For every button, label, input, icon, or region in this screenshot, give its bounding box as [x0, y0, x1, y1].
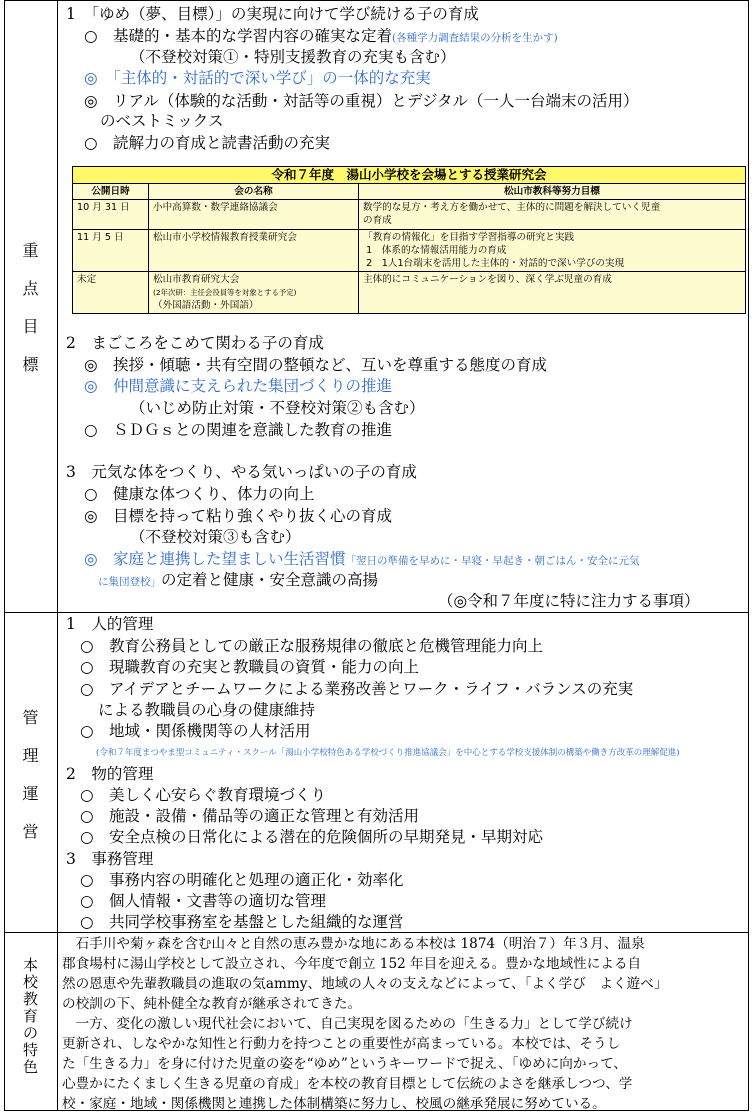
- mgmt-2b: ○ 施設・設備・備品等の適正な管理と有効活用: [80, 807, 420, 825]
- features-line: 然の恩恵や先輩教職員の進取の気ammy、地域の人々の支えなどによって、「よく学び よく遊べ」: [62, 976, 668, 992]
- goal-1c: ◎ リアル（体験的な活動・対話等の重視）とデジタル（一人一台端末の活用）: [84, 92, 639, 110]
- goal-1a-note: (各種学力調査結果の分析を生かす): [392, 32, 558, 44]
- mgmt-1c-cont: による教職員の心身の健康維持: [98, 701, 316, 719]
- mgmt-1-title: 1 人的管理: [66, 615, 154, 633]
- table-row: 10 月 31 日 小中高算数・数学連絡協議会 数学的な見方・考え方を働かせて、主体的に問題を解決していく児童 の育成: [73, 200, 746, 230]
- goal-2a: ◎ 挨拶・傾聴・共有空間の整頓など、互いを尊重する態度の育成: [84, 356, 548, 374]
- features-line: の校訓の下、純朴健全な教育が継承されてきた。: [62, 996, 362, 1012]
- mgmt-1a: ○ 教育公務員としての厳正な服務規律の徹底と危機管理能力向上: [80, 637, 544, 655]
- mgmt-1b: ○ 現職教育の充実と教職員の資質・能力の向上: [80, 658, 420, 676]
- section-divider-management: [4, 612, 749, 613]
- goal-3b: ◎ 目標を持って粘り強くやり抜く心の育成: [84, 507, 393, 525]
- mgmt-2a: ○ 美しく心安らぐ教育環境づくり: [80, 786, 327, 804]
- goal-3c: ◎ 家庭と連携した望ましい生活習慣「翌日の準備を早めに・早寝・早起き・朝ごはん・安全に元気: [84, 550, 640, 568]
- goal-2c: ○ ＳＤＧｓとの関連を意識した教育の推進: [84, 421, 393, 439]
- goal-3a: ○ 健康な体つくり、体力の向上: [84, 485, 315, 503]
- table-header-date: 公開日時: [73, 184, 149, 200]
- mgmt-3a: ○ 事務内容の明確化と処理の適正化・効率化: [80, 871, 404, 889]
- goal-2b-sub: （いじめ防止対策・不登校対策②も含む）: [130, 399, 425, 417]
- mgmt-3b: ○ 個人情報・文書等の適切な管理: [80, 892, 327, 910]
- goal-3b-sub: （不登校対策③も含む）: [130, 528, 301, 546]
- goal-2b: ◎ 仲間意識に支えられた集団づくりの推進: [84, 377, 393, 395]
- research-meeting-table: [72, 166, 746, 314]
- mgmt-2c: ○ 安全点検の日常化による潜在的危険個所の早期発見・早期対応: [80, 828, 544, 846]
- table-title: 令和７年度 湯山小学校を会場とする授業研究会: [73, 167, 746, 184]
- label-tokushoku: 本 校 教 育 の 特 色: [22, 956, 38, 1076]
- goal-1a-sub: （不登校対策①・特別支援教育の充実も含む）: [130, 48, 456, 66]
- goal-3-title: 3 元気な体をつくり、やる気いっぱいの子の育成: [66, 463, 417, 481]
- table-row: 11 月 5 日 松山市小学校情報教育授業研究会 「教育の情報化」を目指す学習指導の研究と実践 1 体系的な情報活用能力の育成 2 1人1台端末を活用した主体的・対話的で深い学びの実現: [73, 230, 746, 272]
- features-line: 心豊かにたくましく生きる児童の育成」を本校の教育目標として伝統のよさを継承しつつ、学: [62, 1076, 633, 1092]
- features-line: 郡食場村に湯山学校として設立され、今年度で創立 152 年目を迎える。豊かな地域性による自: [62, 956, 642, 972]
- goal-3c-cont: に集団登校」の定着と健康・安全意識の高揚: [98, 571, 379, 589]
- features-line: 更新され、しなやかな知性と行動力を持つことの重要性が高まっている。本校では、そうし: [62, 1036, 621, 1052]
- features-line: 一方、変化の激しい現代社会において、自己実現を図るための「生きる力」として学び続け: [62, 1016, 633, 1032]
- goal-2-title: 2 まごころをこめて関わる子の育成: [66, 334, 324, 352]
- table-row: 未定 松山市教育研究大会 (2年次研：主任会役員等を対象とする予定) （外国語活動・外国語） 主体的にコミュニケーションを図り、深く学ぶ児童の育成: [73, 272, 746, 314]
- mgmt-3-title: 3 事務管理: [66, 850, 154, 868]
- label-juten-mokuhyo: 重 点 目 標: [22, 241, 39, 374]
- mgmt-1c: ○ アイデアとチームワークによる業務改善とワーク・ライフ・バランスの充実: [80, 680, 634, 698]
- table-header-name: 会の名称: [149, 184, 359, 200]
- goals-footnote: （◎令和７年度に特に注力する事項）: [438, 592, 700, 610]
- mgmt-1-note: (令和７年度まつやま型コミュニティ・スクール「湯山小学校特色ある学校づくり推進協議会」を中心とする学校支援体制の構築や働き方改革の理解促進): [96, 748, 680, 758]
- mgmt-2-title: 2 物的管理: [66, 765, 154, 783]
- goal-1-title: 1 「ゆめ（夢、目標）」の実現に向けて学び続ける子の育成: [66, 5, 479, 23]
- label-column-divider: [57, 0, 58, 1111]
- features-line: 校・家庭・地域・関係機関と連携した体制構築に努力し、校風の継承発展に努めている。: [62, 1096, 606, 1112]
- section-divider-features: [4, 932, 749, 933]
- goal-1c-cont: のベストミックス: [100, 112, 224, 130]
- label-kanri-unei: 管 理 運 営: [22, 708, 39, 841]
- features-line: た「生きる力」を身に付けた児童の姿を“ゆめ”というキーワードで捉え、「ゆめに向かって、: [62, 1056, 627, 1072]
- features-line: 石手川や菊ヶ森を含む山々と自然の恵み豊かな地にある本校は 1874（明治７）年３月、温泉: [62, 936, 645, 952]
- goal-1a: ○ 基礎的・基本的な学習内容の確実な定着(各種学力調査結果の分析を生かす): [84, 27, 558, 45]
- mgmt-3c: ○ 共同学校事務室を基盤とした組織的な運営: [80, 913, 404, 931]
- table-header-goal: 松山市教科等努力目標: [359, 184, 746, 200]
- goal-1d: ○ 読解力の育成と読書活動の充実: [84, 134, 331, 152]
- features-text: [62, 934, 746, 1114]
- goal-1b: ◎ 「主体的・対話的で深い学び」の一体的な充実: [84, 69, 431, 87]
- mgmt-1d: ○ 地域・関係機関等の人材活用: [80, 722, 311, 740]
